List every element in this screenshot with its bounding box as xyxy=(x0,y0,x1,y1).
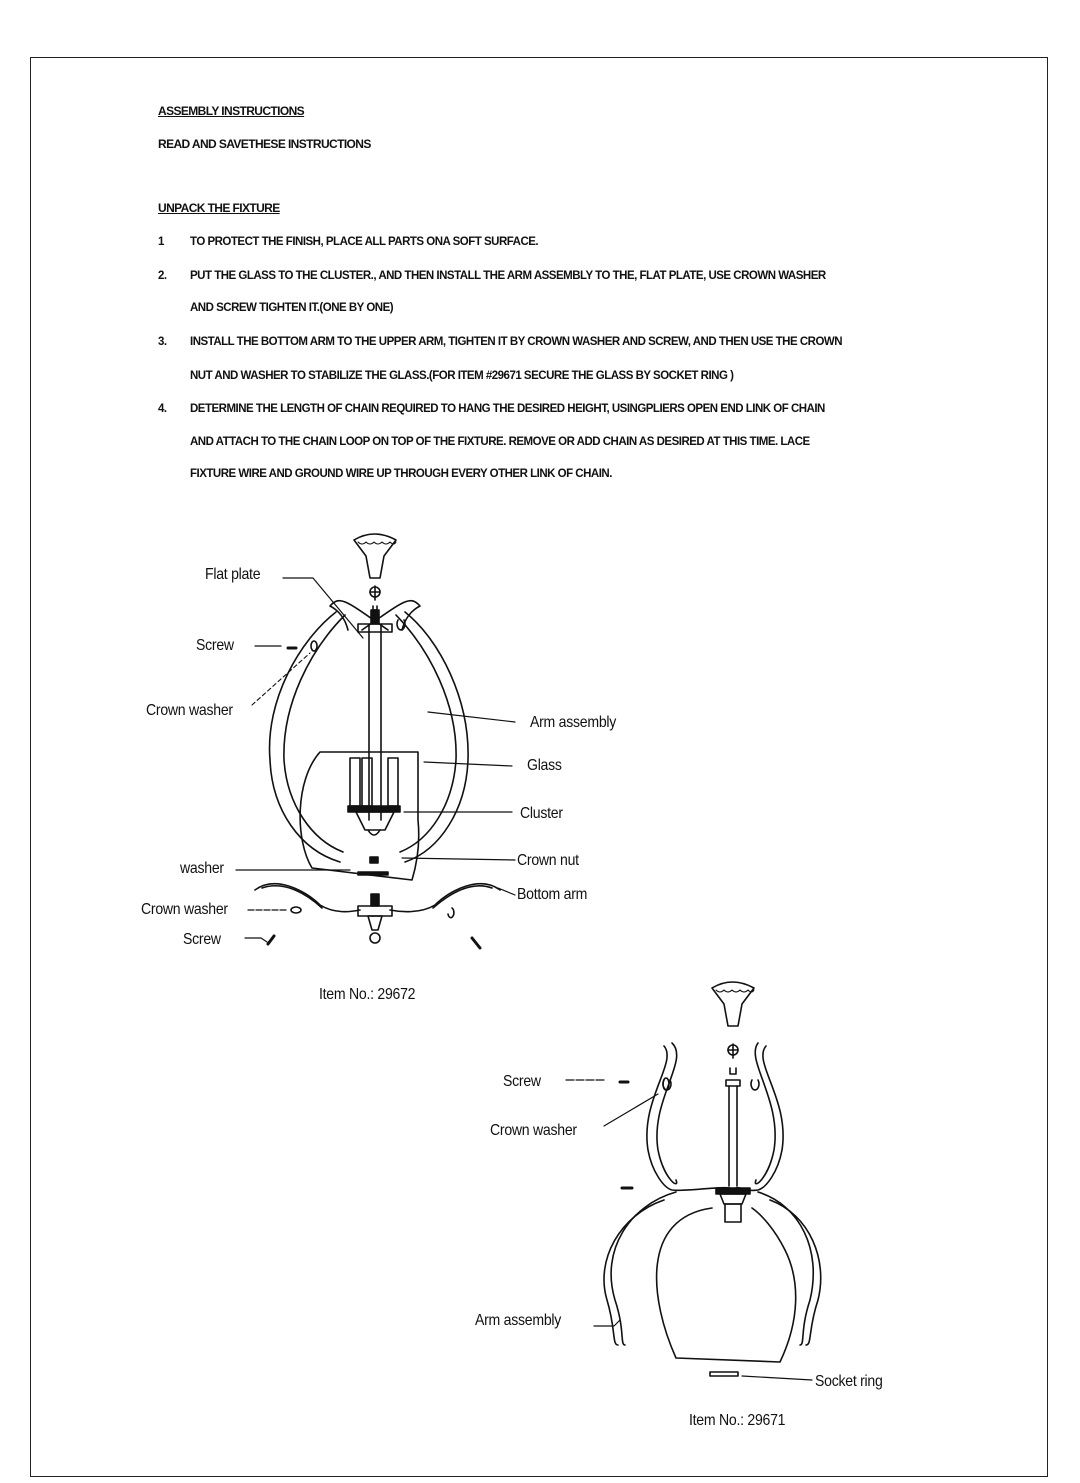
item-number-29672: Item No.: 29672 xyxy=(319,986,416,1003)
diagram-29672-drawing xyxy=(236,534,515,948)
label-screw: Screw xyxy=(196,637,234,654)
bottom-arm-icon xyxy=(255,884,360,912)
step-2-continued: AND SCREW TIGHTEN IT.(ONE BY ONE) xyxy=(190,302,394,314)
label-washer: washer xyxy=(180,860,224,877)
canopy-icon xyxy=(354,534,396,578)
label-cluster: Cluster xyxy=(520,805,563,822)
section-heading: UNPACK THE FIXTURE xyxy=(158,201,280,215)
step-text: INSTALL THE BOTTOM ARM TO THE UPPER ARM, TIGHTEN IT BY CROWN WASHER AND SCREW, AND THEN USE THE CROWN xyxy=(190,336,843,348)
label-flat-plate: Flat plate xyxy=(205,566,261,583)
label-crown-washer-bottom: Crown washer xyxy=(141,901,228,918)
label-crown-nut: Crown nut xyxy=(517,852,579,869)
document-title: ASSEMBLY INSTRUCTIONS xyxy=(158,104,305,118)
canopy-icon-2 xyxy=(712,982,754,1026)
step-number: 4. xyxy=(158,403,167,415)
step-4-continued-2: FIXTURE WIRE AND GROUND WIRE UP THROUGH EVERY OTHER LINK OF CHAIN. xyxy=(190,468,612,480)
glass-bowl-icon xyxy=(657,1208,796,1362)
step-text: PUT THE GLASS TO THE CLUSTER., AND THEN INSTALL THE ARM ASSEMBLY TO THE, FLAT PLATE, USE CROWN WASHER xyxy=(190,270,826,282)
item-number-29671: Item No.: 29671 xyxy=(689,1412,786,1429)
label-arm-assembly-2: Arm assembly xyxy=(475,1312,562,1329)
step-text: TO PROTECT THE FINISH, PLACE ALL PARTS ONA SOFT SURFACE. xyxy=(190,236,539,248)
label-screw-2: Screw xyxy=(503,1073,541,1090)
label-arm-assembly: Arm assembly xyxy=(530,714,617,731)
step-number: 1 xyxy=(158,236,164,248)
label-crown-washer-2: Crown washer xyxy=(490,1122,577,1139)
step-number: 3. xyxy=(158,336,167,348)
label-glass: Glass xyxy=(527,757,562,774)
label-socket-ring: Socket ring xyxy=(815,1373,883,1390)
label-screw-bottom: Screw xyxy=(183,931,221,948)
step-3-continued: NUT AND WASHER TO STABILIZE THE GLASS.(FOR ITEM #29671 SECURE THE GLASS BY SOCKET RING ) xyxy=(190,370,734,382)
step-4-continued-1: AND ATTACH TO THE CHAIN LOOP ON TOP OF THE FIXTURE. REMOVE OR ADD CHAIN AS DESIRED AT THIS TIME. LACE xyxy=(190,436,810,448)
step-text: DETERMINE THE LENGTH OF CHAIN REQUIRED TO HANG THE DESIRED HEIGHT, USINGPLIERS OPEN END LINK OF CHAIN xyxy=(190,403,825,415)
diagram-29671-drawing xyxy=(566,982,821,1380)
document-subtitle: READ AND SAVETHESE INSTRUCTIONS xyxy=(158,137,371,151)
step-number: 2. xyxy=(158,270,167,282)
label-crown-washer: Crown washer xyxy=(146,702,233,719)
label-bottom-arm: Bottom arm xyxy=(517,886,588,903)
